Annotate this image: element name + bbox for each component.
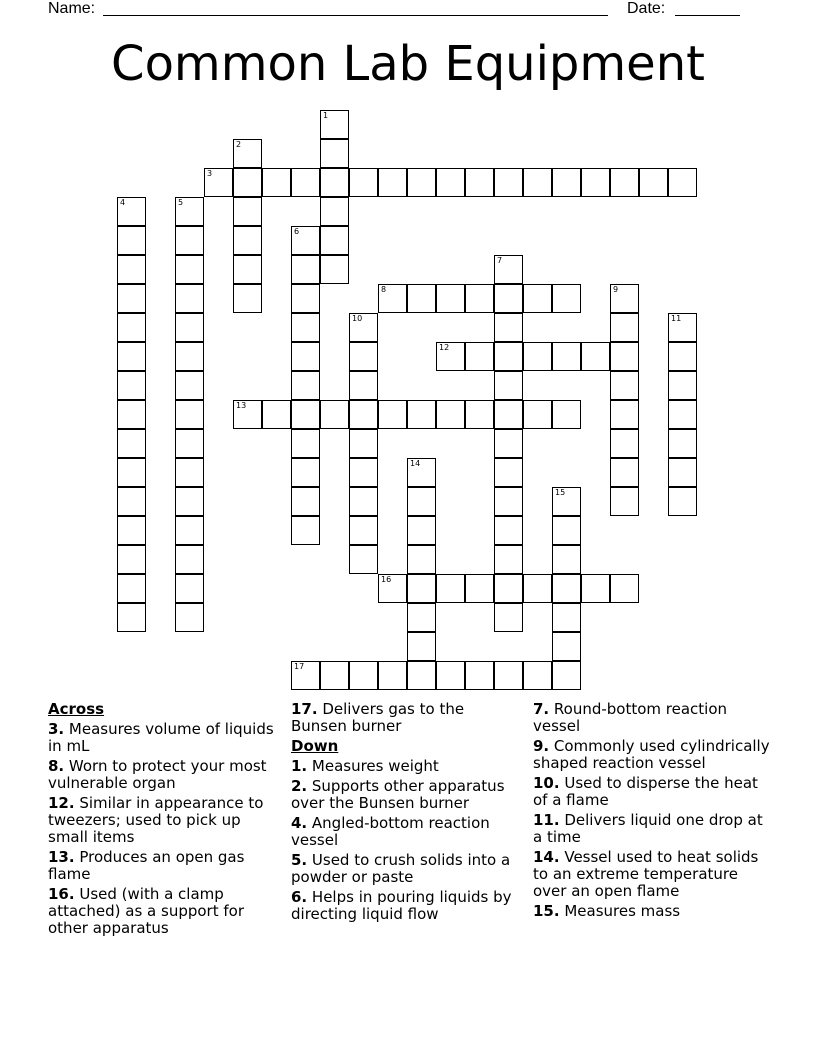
down-heading: Down <box>291 737 339 755</box>
crossword-cell[interactable] <box>581 574 610 603</box>
crossword-cell[interactable] <box>407 632 436 661</box>
crossword-cell[interactable] <box>465 400 494 429</box>
crossword-cell[interactable] <box>668 429 697 458</box>
crossword-cell[interactable] <box>117 603 146 632</box>
crossword-cell[interactable] <box>668 458 697 487</box>
crossword-cell[interactable] <box>436 284 465 313</box>
crossword-cell[interactable] <box>291 313 320 342</box>
crossword-cell[interactable] <box>407 458 436 487</box>
crossword-cell[interactable] <box>552 516 581 545</box>
clue-number: 3 <box>207 169 213 178</box>
crossword-cell[interactable] <box>378 168 407 197</box>
page-title: Common Lab Equipment <box>111 36 705 92</box>
crossword-cell[interactable] <box>407 487 436 516</box>
crossword-cell[interactable] <box>668 168 697 197</box>
crossword-cell[interactable] <box>175 545 204 574</box>
crossword-cell[interactable] <box>610 429 639 458</box>
clue-number-label: 12. <box>48 794 75 812</box>
clue-item <box>533 738 773 772</box>
crossword-cell[interactable] <box>523 342 552 371</box>
clue-number: 14 <box>410 459 421 468</box>
clue-item <box>291 852 523 886</box>
crossword-cell[interactable] <box>639 168 668 197</box>
clue-number: 13 <box>236 401 247 410</box>
crossword-cell[interactable] <box>320 197 349 226</box>
crossword-cell[interactable] <box>465 574 494 603</box>
crossword-cell[interactable] <box>465 661 494 690</box>
crossword-cell[interactable] <box>291 226 320 255</box>
crossword-cell[interactable] <box>117 226 146 255</box>
crossword-cell[interactable] <box>378 284 407 313</box>
clues-column-3 <box>533 701 773 923</box>
crossword-cell[interactable] <box>523 168 552 197</box>
clue-number: 6 <box>294 227 300 236</box>
clue-text: Commonly used cylindrically shaped reaction vessel <box>533 737 770 772</box>
crossword-cell[interactable] <box>407 603 436 632</box>
clue-number-label: 5. <box>291 851 308 869</box>
crossword-cell[interactable] <box>175 255 204 284</box>
clue-text: Similar in appearance to tweezers; used to pick up small items <box>48 794 264 846</box>
crossword-cell[interactable] <box>291 458 320 487</box>
clue-text: Measures mass <box>559 902 681 920</box>
crossword-cell[interactable] <box>610 400 639 429</box>
crossword-cell[interactable] <box>291 661 320 690</box>
crossword-cell[interactable] <box>349 313 378 342</box>
clue-number: 8 <box>381 285 387 294</box>
crossword-cell[interactable] <box>117 197 146 226</box>
crossword-cell[interactable] <box>407 400 436 429</box>
clue-number-label: 16. <box>48 885 75 903</box>
crossword-cell[interactable] <box>349 661 378 690</box>
crossword-cell[interactable] <box>494 284 523 313</box>
crossword-cell[interactable] <box>291 400 320 429</box>
crossword-cell[interactable] <box>436 400 465 429</box>
clues-column-2 <box>291 701 523 926</box>
clue-number: 7 <box>497 256 503 265</box>
clue-item <box>48 886 280 937</box>
crossword-cell[interactable] <box>262 400 291 429</box>
crossword-cell[interactable] <box>233 168 262 197</box>
clue-number: 9 <box>613 285 619 294</box>
clue-text: Measures weight <box>307 757 439 775</box>
clue-item <box>48 758 280 792</box>
crossword-cell[interactable] <box>610 313 639 342</box>
crossword-cell[interactable] <box>407 574 436 603</box>
crossword-cell[interactable] <box>552 400 581 429</box>
crossword-cell[interactable] <box>262 168 291 197</box>
clue-number-label: 7. <box>533 700 550 718</box>
clue-number: 16 <box>381 575 392 584</box>
name-label: Name: <box>48 0 96 17</box>
clue-text: Delivers liquid one drop at a time <box>533 811 763 846</box>
crossword-cell[interactable] <box>436 661 465 690</box>
clue-number-label: 11. <box>533 811 560 829</box>
crossword-cell[interactable] <box>291 168 320 197</box>
clue-number-label: 9. <box>533 737 550 755</box>
crossword-cell[interactable] <box>494 458 523 487</box>
clue-text: Produces an open gas flame <box>48 848 245 883</box>
clue-item <box>291 815 523 849</box>
clue-item <box>291 701 523 735</box>
crossword-cell[interactable] <box>291 342 320 371</box>
crossword-cell[interactable] <box>494 429 523 458</box>
clue-number-label: 17. <box>291 700 318 718</box>
clue-number: 5 <box>178 198 184 207</box>
clue-number-label: 4. <box>291 814 308 832</box>
clue-text: Helps in pouring liquids by directing liquid flow <box>291 888 512 923</box>
clue-item <box>291 778 523 812</box>
crossword-cell[interactable] <box>117 255 146 284</box>
crossword-cell[interactable] <box>175 574 204 603</box>
crossword-cell[interactable] <box>117 574 146 603</box>
clue-number-label: 15. <box>533 902 560 920</box>
crossword-cell[interactable] <box>465 284 494 313</box>
crossword-cell[interactable] <box>407 516 436 545</box>
crossword-cell[interactable] <box>552 603 581 632</box>
crossword-cell[interactable] <box>349 400 378 429</box>
crossword-cell[interactable] <box>610 371 639 400</box>
crossword-cell[interactable] <box>175 429 204 458</box>
crossword-cell[interactable] <box>233 139 262 168</box>
crossword-cell[interactable] <box>552 168 581 197</box>
crossword-cell[interactable] <box>291 255 320 284</box>
clue-number-label: 10. <box>533 774 560 792</box>
crossword-cell[interactable] <box>204 168 233 197</box>
crossword-cell[interactable] <box>494 545 523 574</box>
clue-item <box>533 849 773 900</box>
crossword-cell[interactable] <box>117 371 146 400</box>
crossword-cell[interactable] <box>320 110 349 139</box>
crossword-cell[interactable] <box>378 661 407 690</box>
clue-text: Used to disperse the heat of a flame <box>533 774 758 809</box>
clue-item <box>48 849 280 883</box>
crossword-cell[interactable] <box>668 371 697 400</box>
crossword-cell[interactable] <box>552 487 581 516</box>
clue-text: Vessel used to heat solids to an extreme temperature over an open flame <box>533 848 759 900</box>
crossword-cell[interactable] <box>610 342 639 371</box>
crossword-cell[interactable] <box>552 342 581 371</box>
crossword-cell[interactable] <box>175 603 204 632</box>
crossword-cell[interactable] <box>117 313 146 342</box>
clues-column-1 <box>48 701 280 940</box>
crossword-cell[interactable] <box>320 661 349 690</box>
clue-item <box>291 758 523 775</box>
crossword-cell[interactable] <box>378 400 407 429</box>
crossword-cell[interactable] <box>494 255 523 284</box>
clue-number: 2 <box>236 140 242 149</box>
crossword-cell[interactable] <box>552 632 581 661</box>
clue-number: 11 <box>671 314 682 323</box>
crossword-cell[interactable] <box>349 545 378 574</box>
crossword-cell[interactable] <box>523 574 552 603</box>
crossword-cell[interactable] <box>320 255 349 284</box>
crossword-cell[interactable] <box>494 603 523 632</box>
crossword-cell[interactable] <box>523 661 552 690</box>
crossword-cell[interactable] <box>494 516 523 545</box>
crossword-cell[interactable] <box>407 168 436 197</box>
across-heading: Across <box>48 700 105 718</box>
clue-text: Measures volume of liquids in mL <box>48 720 274 755</box>
crossword-cell[interactable] <box>117 284 146 313</box>
clue-text: Worn to protect your most vulnerable organ <box>48 757 267 792</box>
crossword-cell[interactable] <box>494 342 523 371</box>
crossword-cell[interactable] <box>233 284 262 313</box>
crossword-cell[interactable] <box>349 516 378 545</box>
clue-number: 12 <box>439 343 450 352</box>
crossword-cell[interactable] <box>117 342 146 371</box>
clue-number-label: 8. <box>48 757 65 775</box>
crossword-cell[interactable] <box>610 487 639 516</box>
clue-item <box>291 889 523 923</box>
clue-number-label: 2. <box>291 777 308 795</box>
crossword-cell[interactable] <box>610 458 639 487</box>
crossword-cell[interactable] <box>291 516 320 545</box>
crossword-cell[interactable] <box>494 661 523 690</box>
clue-text: Used to crush solids into a powder or paste <box>291 851 511 886</box>
crossword-cell[interactable] <box>291 284 320 313</box>
crossword-cell[interactable] <box>523 284 552 313</box>
clue-number-label: 6. <box>291 888 308 906</box>
crossword-cell[interactable] <box>407 545 436 574</box>
crossword-cell[interactable] <box>175 313 204 342</box>
crossword-cell[interactable] <box>117 458 146 487</box>
crossword-cell[interactable] <box>349 429 378 458</box>
crossword-cell[interactable] <box>117 545 146 574</box>
clue-item <box>533 775 773 809</box>
crossword-cell[interactable] <box>436 342 465 371</box>
clue-number: 1 <box>323 111 329 120</box>
clue-number: 4 <box>120 198 126 207</box>
crossword-cell[interactable] <box>175 400 204 429</box>
crossword-cell[interactable] <box>117 429 146 458</box>
crossword-cell[interactable] <box>291 371 320 400</box>
crossword-cell[interactable] <box>349 487 378 516</box>
crossword-cell[interactable] <box>523 400 552 429</box>
crossword-cell[interactable] <box>494 371 523 400</box>
clue-item <box>533 812 773 846</box>
crossword-cell[interactable] <box>175 458 204 487</box>
crossword-cell[interactable] <box>117 516 146 545</box>
crossword-cell[interactable] <box>233 226 262 255</box>
clue-text: Supports other apparatus over the Bunsen burner <box>291 777 505 812</box>
crossword-cell[interactable] <box>349 371 378 400</box>
clue-item <box>533 701 773 735</box>
clue-item <box>48 795 280 846</box>
crossword-cell[interactable] <box>407 661 436 690</box>
crossword-cell[interactable] <box>320 226 349 255</box>
crossword-cell[interactable] <box>494 400 523 429</box>
clue-number: 17 <box>294 662 305 671</box>
crossword-cell[interactable] <box>117 487 146 516</box>
crossword-cell[interactable] <box>668 487 697 516</box>
crossword-cell[interactable] <box>320 400 349 429</box>
crossword-cell[interactable] <box>378 574 407 603</box>
clue-text: Round-bottom reaction vessel <box>533 700 728 735</box>
crossword-cell[interactable] <box>175 487 204 516</box>
crossword-cell[interactable] <box>320 168 349 197</box>
crossword-cell[interactable] <box>407 284 436 313</box>
crossword-cell[interactable] <box>668 313 697 342</box>
crossword-cell[interactable] <box>610 284 639 313</box>
crossword-cell[interactable] <box>175 284 204 313</box>
crossword-cell[interactable] <box>291 429 320 458</box>
clue-number-label: 3. <box>48 720 65 738</box>
crossword-cell[interactable] <box>552 545 581 574</box>
crossword-cell[interactable] <box>494 313 523 342</box>
crossword-cell[interactable] <box>175 197 204 226</box>
clue-text: Delivers gas to the Bunsen burner <box>291 700 465 735</box>
clue-number: 15 <box>555 488 566 497</box>
clue-number: 10 <box>352 314 363 323</box>
date-label: Date: <box>627 0 666 17</box>
crossword-cell[interactable] <box>320 139 349 168</box>
clue-number-label: 13. <box>48 848 75 866</box>
crossword-cell[interactable] <box>175 342 204 371</box>
crossword-cell[interactable] <box>610 574 639 603</box>
crossword-cell[interactable] <box>349 342 378 371</box>
crossword-cell[interactable] <box>175 226 204 255</box>
crossword-cell[interactable] <box>552 284 581 313</box>
crossword-cell[interactable] <box>581 168 610 197</box>
crossword-cell[interactable] <box>610 168 639 197</box>
crossword-cell[interactable] <box>233 400 262 429</box>
crossword-cell[interactable] <box>494 487 523 516</box>
crossword-cell[interactable] <box>117 400 146 429</box>
crossword-cell[interactable] <box>349 458 378 487</box>
crossword-cell[interactable] <box>436 168 465 197</box>
crossword-cell[interactable] <box>291 487 320 516</box>
crossword-cell[interactable] <box>494 168 523 197</box>
crossword-cell[interactable] <box>233 255 262 284</box>
crossword-cell[interactable] <box>436 574 465 603</box>
crossword-cell[interactable] <box>552 574 581 603</box>
clue-number-label: 14. <box>533 848 560 866</box>
crossword-cell[interactable] <box>494 574 523 603</box>
clue-text: Angled-bottom reaction vessel <box>291 814 490 849</box>
clue-number-label: 1. <box>291 757 308 775</box>
crossword-cell[interactable] <box>668 342 697 371</box>
crossword-cell[interactable] <box>465 342 494 371</box>
crossword-cell[interactable] <box>175 516 204 545</box>
clue-text: Used (with a clamp attached) as a support for other apparatus <box>48 885 244 937</box>
clue-item <box>48 721 280 755</box>
crossword-cell[interactable] <box>349 168 378 197</box>
crossword-cell[interactable] <box>175 371 204 400</box>
crossword-cell[interactable] <box>233 197 262 226</box>
crossword-cell[interactable] <box>552 661 581 690</box>
clue-item <box>533 903 773 920</box>
crossword-cell[interactable] <box>465 168 494 197</box>
crossword-cell[interactable] <box>668 400 697 429</box>
crossword-cell[interactable] <box>581 342 610 371</box>
